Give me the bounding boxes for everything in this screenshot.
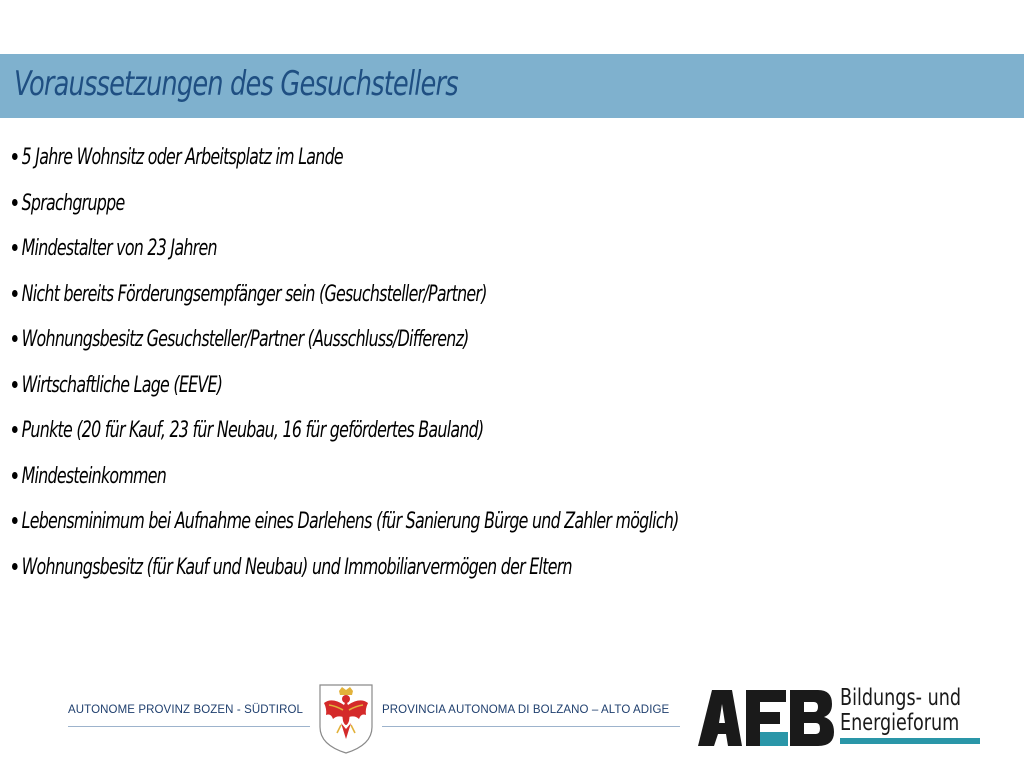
bullet-item <box>12 231 679 277</box>
footer-divider <box>68 726 310 727</box>
bullet-dot-icon <box>12 472 18 479</box>
province-name-it: PROVINCIA AUTONOMA DI BOLZANO – ALTO ADIGE <box>382 704 670 716</box>
afb-logo-icon <box>698 688 836 754</box>
logo-line-1: Bildungs- und <box>840 685 962 711</box>
bullet-text: Lebensminimum bei Aufnahme eines Darlehens (für Sanierung Bürge und Zahler möglich) <box>21 509 679 534</box>
bullet-item <box>12 413 679 459</box>
afb-logo-text <box>840 686 980 744</box>
footer-province-it <box>382 704 680 727</box>
bullet-text: Wohnungsbesitz (für Kauf und Neubau) und Immobiliarvermögen der Eltern <box>21 554 572 580</box>
bullet-dot-icon <box>12 335 18 342</box>
bullet-text: Sprachgruppe <box>21 190 125 216</box>
bullet-item <box>12 504 679 550</box>
bullet-item <box>12 140 679 186</box>
footer-province-de <box>68 704 310 727</box>
bullet-item <box>12 322 679 368</box>
bullet-item <box>12 277 679 323</box>
bullet-dot-icon <box>12 290 18 297</box>
province-name-de: AUTONOME PROVINZ BOZEN - SÜDTIROL <box>68 704 304 716</box>
bullet-text: Wohnungsbesitz Gesuchsteller/Partner (Ausschluss/Differenz) <box>21 327 469 352</box>
tyrol-eagle-crest-icon <box>317 683 375 759</box>
slide-title: Voraussetzungen des Gesuchstellers <box>14 64 458 104</box>
bullet-item <box>12 186 679 232</box>
bullet-item <box>12 368 679 414</box>
bullet-list <box>12 140 845 595</box>
bullet-text: 5 Jahre Wohnsitz oder Arbeitsplatz im Lande <box>21 145 343 170</box>
bullet-dot-icon <box>12 426 18 433</box>
bullet-text: Nicht bereits Förderungsempfänger sein (Gesuchsteller/Partner) <box>21 281 487 307</box>
footer-divider <box>382 726 680 727</box>
bullet-item <box>12 459 679 505</box>
bullet-dot-icon <box>12 563 18 570</box>
bullet-text: Punkte (20 für Kauf, 23 für Neubau, 16 für gefördertes Bauland) <box>21 418 484 443</box>
logo-underline <box>840 738 980 744</box>
bullet-dot-icon <box>12 517 18 524</box>
bullet-dot-icon <box>12 244 18 251</box>
bullet-item <box>12 550 679 596</box>
logo-line-2: Energieforum <box>840 710 960 736</box>
bullet-dot-icon <box>12 199 18 206</box>
bullet-text: Mindestalter von 23 Jahren <box>21 236 217 261</box>
bullet-text: Mindesteinkommen <box>21 463 167 489</box>
bullet-dot-icon <box>12 153 18 160</box>
bullet-text: Wirtschaftliche Lage (EEVE) <box>21 372 223 398</box>
title-bar <box>0 54 1024 118</box>
bullet-dot-icon <box>12 381 18 388</box>
